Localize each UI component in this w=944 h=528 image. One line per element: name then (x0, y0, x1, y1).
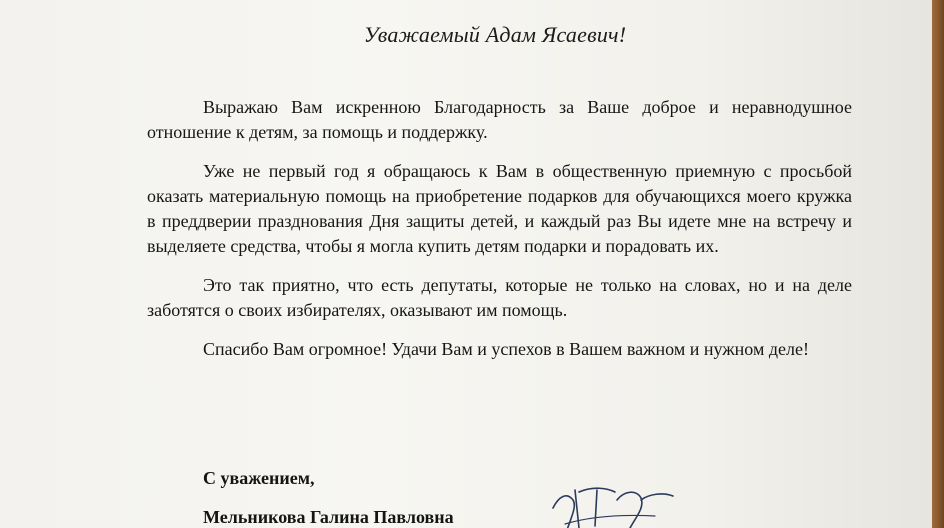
letter-closing: С уважением, (203, 468, 315, 488)
letter-paragraph: Выражаю Вам искренною Благодарность за Ваше доброе и неравнодушное отношение к детям, за помощь и поддержку. (147, 97, 852, 142)
letter-paragraph: Спасибо Вам огромное! Удачи Вам и успехов в Вашем важном и нужном деле! (203, 339, 809, 359)
letter-paragraph: Это так приятно, что есть депутаты, которые не только на словах, но и на деле заботятся о своих избирателях, оказывают им помощь. (147, 275, 852, 320)
letter-paragraph: Уже не первый год я обращаюсь к Вам в общественную приемную с просьбой оказать материальную помощь на приобретение подарков для обучающихся моего кружка в преддверии празднования Дня защиты детей, и каждый раз Вы идете мне на встречу и выделяете средства, чтобы я могла купить детям подарки и порадовать их. (147, 161, 852, 256)
wooden-surface (932, 0, 944, 528)
letter-greeting: Уважаемый Адам Ясаевич! (363, 22, 627, 47)
signature-icon (545, 478, 705, 528)
signer-name: Мельникова Галина Павловна (203, 507, 454, 527)
letter-body (147, 95, 852, 376)
